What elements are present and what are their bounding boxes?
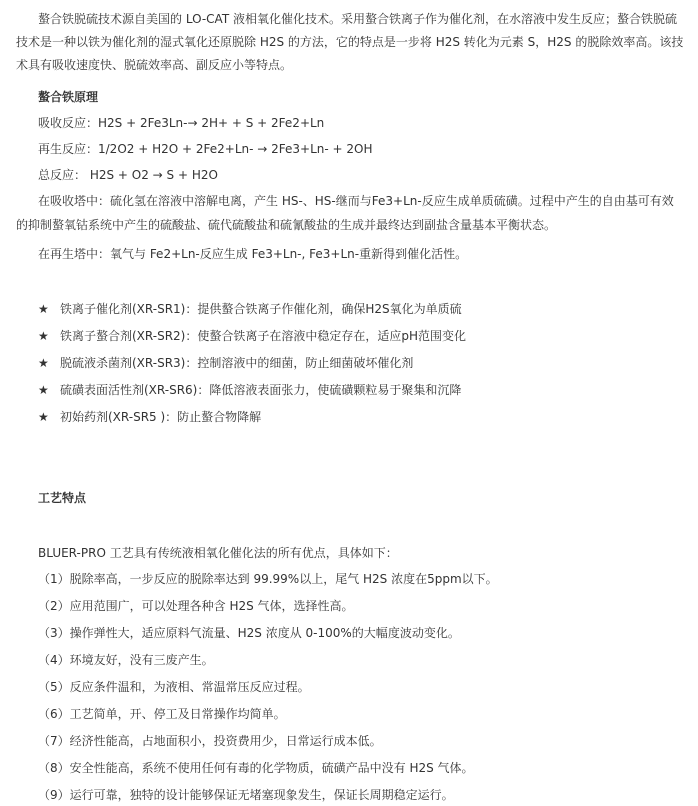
feature-list-item: （7）经济性能高，占地面积小，投资费用少，日常运行成本低。 bbox=[38, 734, 382, 748]
total-reaction: 总反应： H2S + O2 → S + H2O bbox=[38, 168, 218, 182]
agent-label: 硫磺表面活性剂(XR-SR6)：降低溶液表面张力，使硫磺颗粒易于聚集和沉降 bbox=[60, 383, 462, 397]
feature-list-item: （4）环境友好，没有三废产生。 bbox=[38, 653, 214, 667]
agent-list-item bbox=[38, 300, 462, 317]
features-lead: BLUER-PRO 工艺具有传统液相氧化催化法的所有优点，具体如下： bbox=[38, 546, 398, 560]
agent-list-item bbox=[38, 408, 261, 425]
feature-list-item: （2）应用范围广，可以处理各种含 H2S 气体，选择性高。 bbox=[38, 599, 354, 613]
principle-heading: 螯合铁原理 bbox=[38, 90, 99, 104]
absorber-paragraph: 在吸收塔中：硫化氢在溶液中溶解电离，产生 HS-、HS-继而与Fe3+Ln-反应生成单质硫磺。过程中产生的自由基可有效的抑制螯氧钴系统中产生的硫酸盐、硫代硫酸盐和硫氰酸盐的生成并最终达到副盐含量基本平衡状态。 bbox=[16, 194, 674, 232]
agent-list-item bbox=[38, 354, 413, 371]
agent-label: 初始药剂(XR-SR5 )：防止螯合物降解 bbox=[60, 410, 262, 424]
agent-list-item bbox=[38, 327, 466, 344]
agent-label: 铁离子螯合剂(XR-SR2)：使螯合铁离子在溶液中稳定存在，适应pH范围变化 bbox=[60, 329, 466, 343]
features-heading: 工艺特点 bbox=[38, 491, 87, 505]
agent-label: 脱硫液杀菌剂(XR-SR3)：控制溶液中的细菌，防止细菌破坏催化剂 bbox=[60, 356, 414, 370]
regenerator-paragraph: 在再生塔中：氧气与 Fe2+Ln-反应生成 Fe3+Ln-, Fe3+Ln-重新得到催化活性。 bbox=[38, 247, 468, 261]
feature-list-item: （5）反应条件温和，为液相、常温常压反应过程。 bbox=[38, 680, 310, 694]
star-icon: ★ bbox=[38, 302, 49, 316]
star-icon: ★ bbox=[38, 329, 49, 343]
regeneration-reaction: 再生反应：1/2O2 + H2O + 2Fe2+Ln- → 2Fe3+Ln- + 2OH bbox=[38, 142, 373, 156]
agent-list-item bbox=[38, 381, 461, 398]
star-icon: ★ bbox=[38, 356, 49, 370]
feature-list-item: （3）操作弹性大，适应原料气流量、H2S 浓度从 0-100%的大幅度波动变化。 bbox=[38, 626, 460, 640]
feature-list-item: （8）安全性能高，系统不使用任何有毒的化学物质，硫磺产品中没有 H2S 气体。 bbox=[38, 761, 474, 775]
feature-list-item: （9）运行可靠，独特的设计能够保证无堵塞现象发生，保证长周期稳定运行。 bbox=[38, 788, 454, 802]
agent-label: 铁离子催化剂(XR-SR1)：提供螯合铁离子作催化剂，确保H2S氧化为单质硫 bbox=[60, 302, 462, 316]
star-icon: ★ bbox=[38, 383, 49, 397]
feature-list-item: （1）脱除率高，一步反应的脱除率达到 99.99%以上，尾气 H2S 浓度在5ppm以下。 bbox=[38, 572, 498, 586]
star-icon: ★ bbox=[38, 410, 49, 424]
absorption-reaction: 吸收反应：H2S + 2Fe3Ln-→ 2H+ + S + 2Fe2+Ln bbox=[38, 116, 325, 130]
feature-list-item: （6）工艺简单，开、停工及日常操作均简单。 bbox=[38, 707, 286, 721]
intro-paragraph: 螯合铁脱硫技术源自美国的 LO-CAT 液相氧化催化技术。采用螯合铁离子作为催化剂，在水溶液中发生反应；螯合铁脱硫技术是一种以铁为催化剂的湿式氧化还原脱除 H2S 的方法，它的特点是一步将 H2S 转化为元素 S，H2S 的脱除效率高。该技术具有吸收速度快、脱硫效率高、副反应小等特点。 bbox=[16, 12, 684, 72]
